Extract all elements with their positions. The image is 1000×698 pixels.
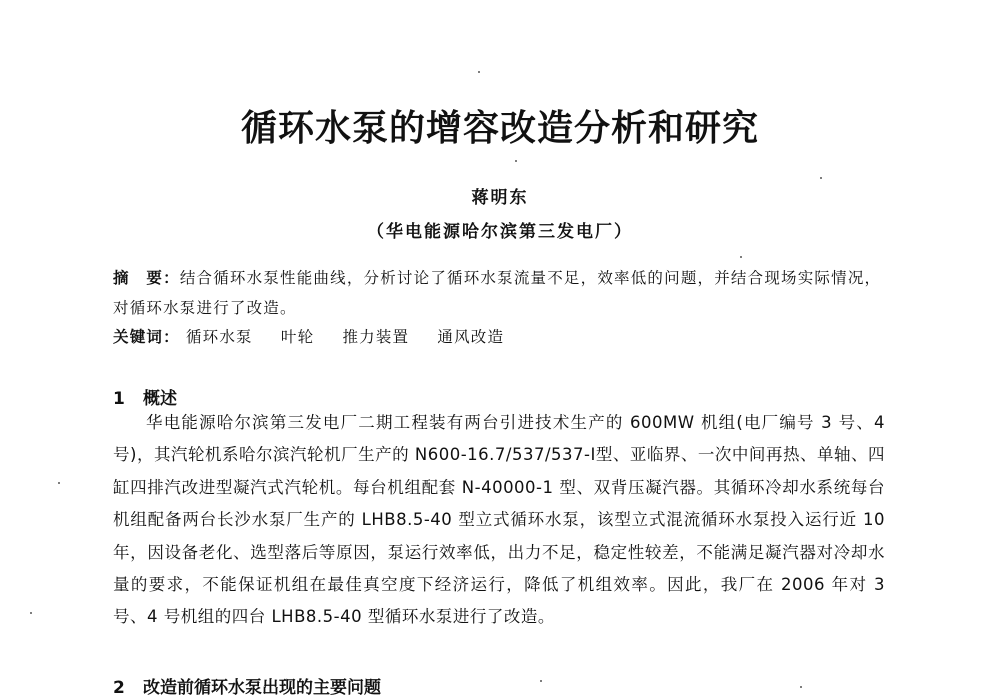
section-heading: [113, 673, 381, 698]
section-title: 改造前循环水泵出现的主要问题: [143, 678, 381, 698]
keywords-label: 关键词：: [113, 328, 180, 346]
section-number: 1: [113, 389, 125, 409]
scan-speck: [800, 686, 802, 688]
abstract-text: 结合循环水泵性能曲线，分析讨论了循环水泵流量不足，效率低的问题，并结合现场实际情况，对循环水泵进行了改造。: [113, 269, 882, 317]
keyword: 通风改造: [437, 328, 505, 346]
scan-speck: [478, 71, 480, 73]
section-heading: [113, 384, 177, 409]
keyword: 推力装置: [342, 328, 410, 346]
abstract-label: 摘 要：: [113, 269, 180, 287]
scan-speck: [540, 680, 542, 682]
scan-speck: [740, 256, 742, 258]
section-number: 2: [113, 678, 125, 698]
scan-speck: [515, 160, 517, 162]
author-affiliation: （华电能源哈尔滨第三发电厂）: [367, 222, 633, 242]
author-name: 蒋明东: [471, 188, 529, 208]
scan-speck: [58, 482, 60, 484]
keyword: 循环水泵: [185, 328, 253, 346]
scan-speck: [30, 612, 32, 614]
scan-speck: [820, 177, 822, 179]
keyword: 叶轮: [280, 328, 315, 346]
section-body: 华电能源哈尔滨第三发电厂二期工程装有两台引进技术生产的 600MW 机组(电厂编号 3 号、4 号)，其汽轮机系哈尔滨汽轮机厂生产的 N600-16.7/537/537-Ⅰ型、亚临界、一次中间再热、单轴、四缸四排汽改进型凝汽式汽轮机。每台机组配套 N-40000-1 型、双背压凝汽器。其循环冷却水系统每台机组配备两台长沙水泵厂生产的 LHB8.5-40 型立式循环水泵，该型立式混流循环水泵投入运行近 10 年，因设备老化、选型落后等原因，泵运行效率低，出力不足，稳定性较差，不能满足凝汽器对冷却水量的要求，不能保证机组在最佳真空度下经济运行，降低了机组效率。因此，我厂在 2006 年对 3 号、4 号机组的四台 LHB8.5-40 型循环水泵进行了改造。: [113, 413, 885, 627]
keywords: [113, 322, 888, 352]
paper-title: 循环水泵的增容改造分析和研究: [240, 108, 759, 149]
section-title: 概述: [143, 389, 177, 409]
abstract: [113, 263, 888, 323]
